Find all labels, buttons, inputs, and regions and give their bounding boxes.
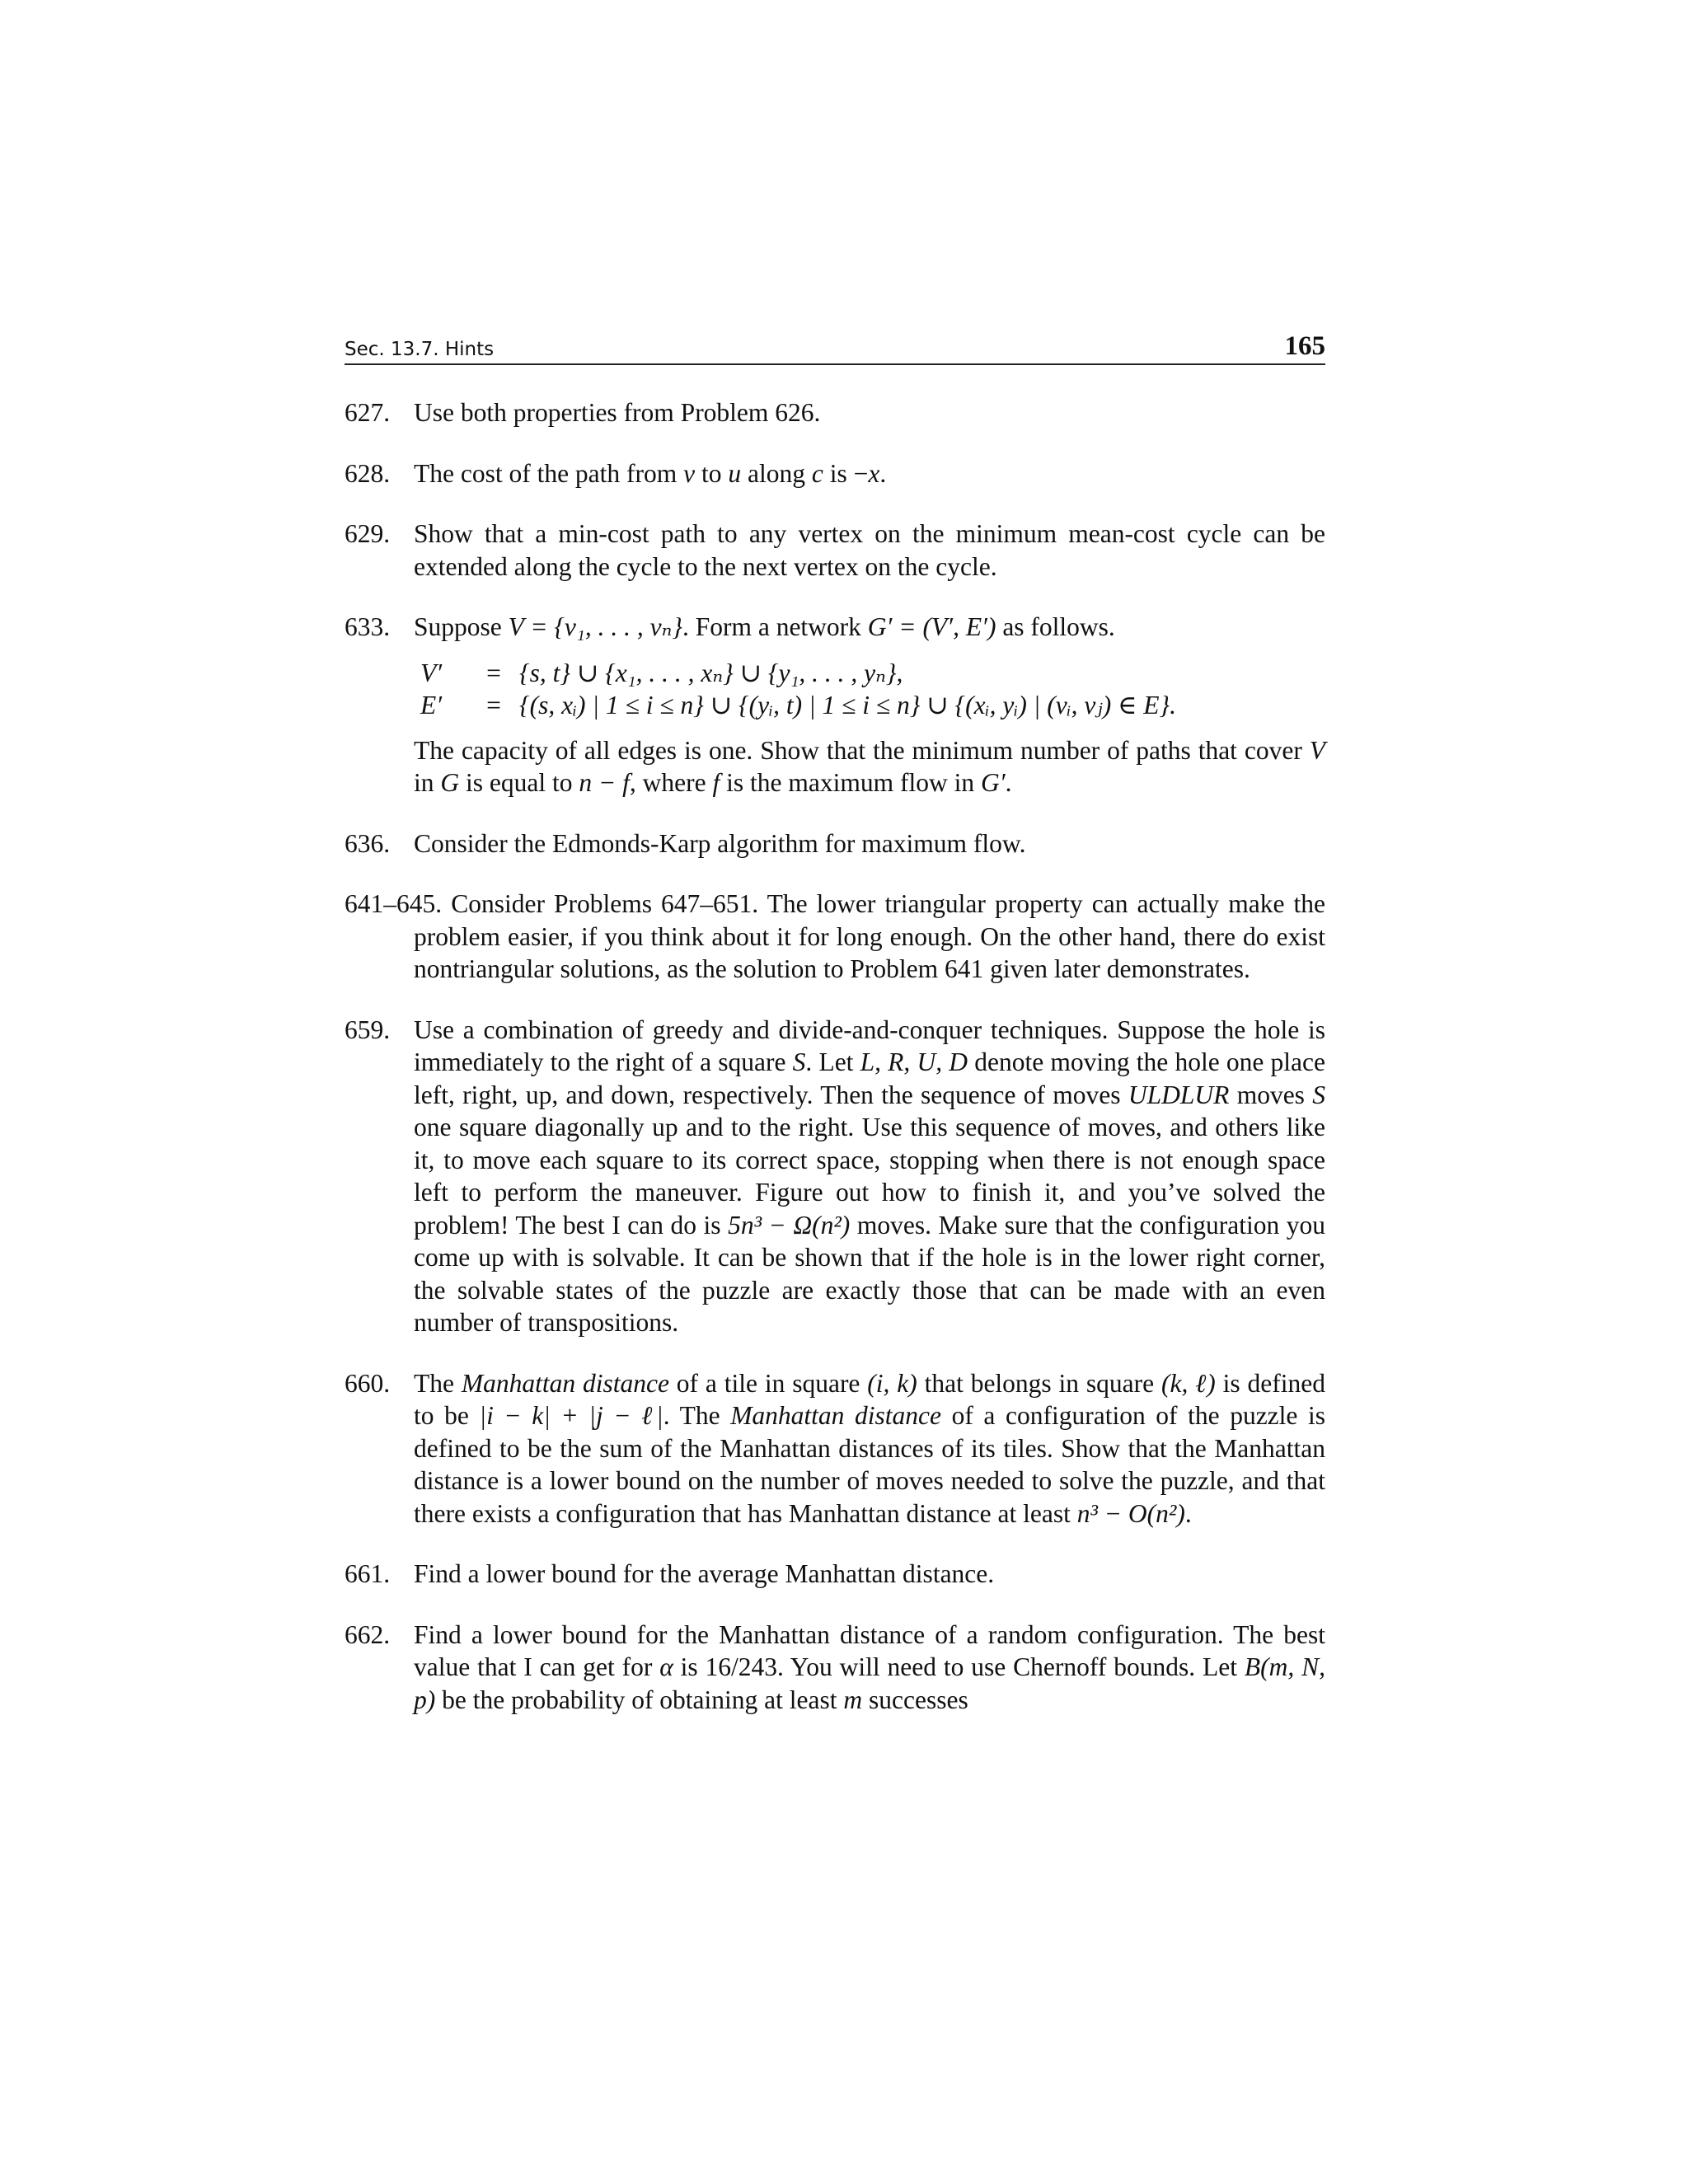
text-run: as follows. (996, 612, 1115, 641)
text-run: is − (823, 458, 869, 488)
equation-row (414, 689, 1325, 721)
hint-660 (345, 1367, 1325, 1530)
text-run: is equal to (459, 768, 579, 797)
hint-number: 660. (345, 1368, 391, 1398)
math-V: V (1309, 735, 1325, 765)
hint-number: 641–645. (345, 889, 443, 918)
equation-row (414, 657, 1325, 689)
text-run: , where (629, 768, 713, 797)
hint-662 (345, 1619, 1325, 1717)
math-network: G′ = (V′, E′) (867, 612, 996, 641)
math-G-prime: G′ (980, 768, 1006, 797)
text-run: be the probability of obtaining at least (435, 1685, 844, 1714)
text-run: successes (862, 1685, 968, 1714)
hint-number: 627. (345, 398, 391, 427)
math-ik: (i, k) (867, 1368, 917, 1398)
text-run: is 16/243. You will need to use Chernoff bounds. Let (673, 1652, 1245, 1681)
hint-629 (345, 518, 1325, 583)
text-run: to (695, 458, 729, 488)
text-run: of a configuration of the puzzle is defined to be the sum of the Manhattan distances of its tiles. Show that the Manhattan distance is a lower bound on the number of moves needed to solve the puzzle, and that there exists a configuration that has Manhattan distance at least (414, 1401, 1325, 1528)
hint-number: 633. (345, 612, 391, 641)
math-bound: 5n³ − Ω(n²) (728, 1210, 851, 1240)
math-move-sequence: ULDLUR (1128, 1080, 1230, 1109)
hint-text: Show that a min-cost path to any vertex on the minimum mean-cost cycle can be extended along the cycle to the next vertex on the cycle. (414, 519, 1325, 581)
math-v: v (683, 458, 696, 488)
text-run: denote moving the hole one place left, right, up, and down, respectively. Then the sequence of moves (414, 1047, 1325, 1109)
text-run: that belongs in square (917, 1368, 1161, 1398)
math-S: S (1312, 1080, 1325, 1109)
text-run: . (1005, 768, 1012, 797)
math-LRUD: L, R, U, D (860, 1047, 968, 1076)
hint-text (414, 1619, 1325, 1717)
page-number: 165 (1284, 331, 1325, 361)
text-run: Find a lower bound for the Manhattan distance of a random configuration. The best value that I can get for (414, 1619, 1325, 1681)
hint-661 (345, 1558, 1325, 1591)
hint-636 (345, 827, 1325, 860)
hint-text (414, 734, 1325, 799)
text-run: . Let (805, 1047, 860, 1076)
math-bound: n³ − O(n²) (1076, 1498, 1185, 1528)
text-run: . (1184, 1498, 1192, 1528)
text-run: Suppose (414, 612, 509, 641)
text-run: . The (663, 1401, 731, 1430)
math-distance-expr: |i − k| + |j − ℓ| (479, 1401, 663, 1430)
hint-text (414, 1367, 1325, 1530)
math-m: m (843, 1685, 863, 1714)
hint-number: 661. (345, 1559, 391, 1588)
hint-633-continued (345, 734, 1325, 799)
math-c: c (811, 458, 823, 488)
hint-text: Find a lower bound for the average Manhattan distance. (414, 1559, 995, 1588)
hint-number: 659. (345, 1015, 391, 1044)
hint-659 (345, 1014, 1325, 1339)
text-run: moves. Make sure that the configuration you come up with is solvable. It can be shown that if the hole is in the lower right corner, the solvable states of the puzzle are exactly those that can be made with an even number of transpositions. (414, 1210, 1326, 1337)
running-head: Sec. 13.7. Hints (345, 339, 495, 360)
text-run: in (414, 768, 441, 797)
text-run: along (741, 458, 812, 488)
hint-text (414, 611, 1325, 644)
equation-array (414, 657, 1325, 721)
text-run: moves (1229, 1080, 1313, 1109)
equation-rhs: {(s, xᵢ) | 1 ≤ i ≤ n} ∪ {(yᵢ, t) | 1 ≤ i ≤ n} ∪ {(xᵢ, yᵢ) | (vᵢ, vⱼ) ∈ E}. (519, 690, 1176, 719)
math-S: S (792, 1047, 806, 1076)
page-header (345, 326, 1325, 365)
hint-text: Consider the Edmonds-Karp algorithm for maximum flow. (414, 828, 1026, 858)
text-run: The cost of the path from (414, 458, 684, 488)
equation-lhs: E′ (420, 690, 443, 719)
hint-633 (345, 611, 1325, 644)
text-run: The (414, 1368, 462, 1398)
page-content (345, 326, 1325, 1716)
equation-rhs: {s, t} ∪ {x₁, . . . , xₙ} ∪ {y₁, . . . , yₙ}, (519, 658, 903, 687)
equation-lhs: V′ (420, 658, 443, 687)
hint-628 (345, 457, 1325, 490)
math-G: G (440, 768, 460, 797)
hint-number: 628. (345, 458, 391, 488)
text-run: . (879, 458, 887, 488)
math-vertex-set: V = {v₁, . . . , vₙ} (508, 612, 682, 641)
hint-number: 636. (345, 828, 391, 858)
hint-text (414, 457, 1325, 490)
math-x: x (868, 458, 880, 488)
math-u: u (728, 458, 742, 488)
text-run: is defined to be (414, 1368, 1325, 1430)
equation-operator: = (486, 690, 501, 719)
text-run: The capacity of all edges is one. Show that the minimum number of paths that cover (414, 735, 1310, 765)
text-run: one square diagonally up and to the right. Use this sequence of moves, and others like it, to move each square to its correct space, stopping when there is not enough space left to perform the maneuver. Figure out how to finish it, and you’ve solved the problem! The best I can do is (414, 1113, 1325, 1240)
math-kl: (k, ℓ) (1160, 1368, 1216, 1398)
text-run: . Form a network (682, 612, 868, 641)
math-alpha: α (659, 1652, 673, 1681)
hint-627 (345, 396, 1325, 429)
hint-641-645 (345, 888, 1325, 986)
hint-text (414, 1014, 1325, 1339)
emphasis: Manhattan distance (461, 1368, 669, 1398)
text-run: is the maximum flow in (720, 768, 981, 797)
hint-text: Use both properties from Problem 626. (414, 398, 821, 427)
math-B: B(m, N, p) (414, 1652, 1325, 1714)
equation-operator: = (486, 658, 501, 687)
hint-number: 629. (345, 519, 391, 548)
math-n-minus-f: n − f (579, 768, 630, 797)
math-f: f (712, 768, 720, 797)
hint-number: 662. (345, 1619, 391, 1649)
text-run: of a tile in square (668, 1368, 868, 1398)
hint-paragraph (345, 888, 1326, 986)
text-run: Use a combination of greedy and divide-and-conquer techniques. Suppose the hole is immediately to the right of a square (414, 1015, 1325, 1076)
emphasis: Manhattan distance (730, 1401, 941, 1430)
hint-text: Consider Problems 647–651. The lower triangular property can actually make the problem easier, if you think about it for long enough. On the other hand, there do exist nontriangular solutions, as the solution to Problem 641 given later demonstrates. (414, 889, 1326, 983)
